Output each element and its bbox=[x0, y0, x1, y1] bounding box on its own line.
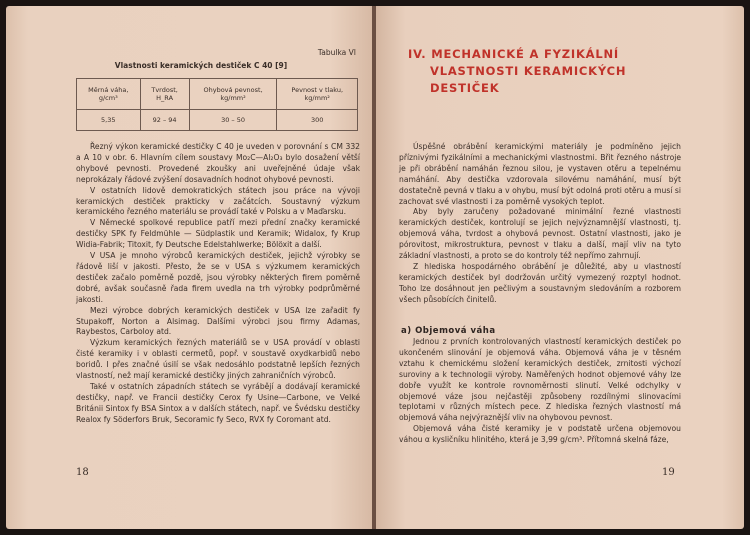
paragraph: Aby byly zaručeny požadované minimální řezné vlastnosti keramických destiček, kontrolují se jejich nejvýznamnější vlastnosti, tj. objemová váha, tvrdost a ohybová pevnost. Ostatní vlastnosti, jako je pórovitost, mikrostruktura, pevnost v tlaku a další, mají vliv na tyto základní vlastnosti, a proto se do kontroly též nepřímo zahrnují. bbox=[399, 207, 681, 261]
table-cell: 300 bbox=[277, 110, 358, 131]
chapter-title bbox=[408, 46, 698, 97]
paragraph: Také v ostatních západních státech se vyrábějí a dodávají keramické destičky, např. ve Francii destičky Cerox fy Usine—Carbone, ve Velké Británii Sintox fy BSA Sintox a v dalších státech, např. ve Švédsku destičky Realox fy Söderfors Bruk, Secoramic fy Seco, RVX fy Coromant atd. bbox=[76, 381, 360, 424]
chapter-title-line: DESTIČEK bbox=[430, 81, 500, 95]
left-body-text bbox=[76, 142, 360, 426]
table-caption: Tabulka VI bbox=[317, 48, 356, 57]
page-number: 19 bbox=[662, 467, 675, 478]
section-heading: a) Objemová váha bbox=[401, 326, 496, 336]
table-header-cell: Tvrdost, H_RA bbox=[140, 79, 189, 110]
right-body-text bbox=[399, 142, 681, 306]
paragraph: Z hlediska hospodárného obrábění je důležité, aby u vlastností keramických destiček byl dodržován určitý vymezený rozptyl hodnot. Toho lze dosáhnout jen pečlivým a soustavným sledováním a rozborem všech působících činitelů. bbox=[399, 261, 681, 304]
paragraph: Úspěšné obrábění keramickými materiály je podmíněno jejich příznivými fyzikálními a mechanickými vlastnostmi. Břit řezného nástroje je při obrábění namáhán řeznou silou, je vystaven otěru a tepelnému namáhání. Aby destička vzdorovala silovému namáhání, musí být dostatečně pevná v tlaku a v ohybu, musí být odolná proti otěru a musí si zachovat své vlastnosti i za poměrně vysokých teplot. bbox=[399, 142, 681, 206]
properties-table bbox=[76, 78, 358, 131]
page-number: 18 bbox=[76, 467, 89, 478]
table-cell: 30 – 50 bbox=[189, 110, 277, 131]
paragraph: Objemová váha čisté keramiky je v podstatě určena objemovou váhou α kysličníku hlinitého, která je 3,99 g/cm³. Přítomná skelná fáze, bbox=[399, 424, 681, 445]
table-cell: 92 – 94 bbox=[140, 110, 189, 131]
table-header-cell: Měrná váha, g/cm³ bbox=[77, 79, 141, 110]
table-title: Vlastnosti keramických destiček C 40 [9] bbox=[114, 61, 288, 70]
paragraph: V ostatních lidově demokratických státech jsou práce na vývoji keramických destiček prakticky v začátcích. Soustavný výzkum keramického řezného materiálu se provádí také v Polsku a v Maďarsku. bbox=[76, 185, 360, 217]
section-body-text bbox=[399, 337, 681, 446]
chapter-title-line: IV. MECHANICKÉ A FYZIKÁLNÍ bbox=[408, 47, 619, 61]
paragraph: Řezný výkon keramické destičky C 40 je uveden v porovnání s CM 332 a A 10 v obr. 6. Hlavním cílem soustavy Mo₂C—Al₂O₃ bylo dosažení větší ohybové pevnosti. Provedené zkoušky ani uveřejněné údaje však neprokázaly řádové zvýšení dosavadních hodnot ohybové pevnosti. bbox=[76, 142, 360, 184]
paragraph: V Německé spolkové republice patří mezi přední značky keramické destičky SPK fy Feldmühle — Südplastik und Keramik; Widalox, fy Krup Widia-Fabrik; Titoxit, fy Deutsche Edelstahlwerke; Bölöxit a další. bbox=[76, 218, 360, 250]
table-row bbox=[77, 110, 358, 131]
paragraph: Výzkum keramických řezných materiálů se v USA provádí v oblasti čisté keramiky i v oblasti cermetů, popř. v soustavě oxydkarbidů nebo boridů. I přes značné úsilí se však nedosáhlo podstatně lepších řezných vlastností, než mají keramické destičky jiných zahraničních výrobců. bbox=[76, 338, 360, 381]
paragraph: Jednou z prvních kontrolovaných vlastností keramických destiček po ukončeném slinování je objemová váha. Objemová váha je v těsném vztahu k chemickému složení keramických destiček, zrnitosti výchozí suroviny a k technologii výroby. Naměřených hodnot objemové váhy lze dobře využít ke kontrole rovnoměrnosti slinutí. Velké odchylky v objemové váze jsou nejčastěji způsobeny rozdílnými slinovacími teplotami v různých místech pece. Z hlediska řezných vlastností má objemová váha nejvýraznější vliv na ohybovou pevnost. bbox=[399, 337, 681, 423]
book-spread bbox=[6, 6, 744, 529]
paragraph: Mezi výrobce dobrých keramických destiček v USA lze zařadit fy Stupakoff, Norton a Alsimag. Dalšími výrobci jsou firmy Adamas, Raybestos, Carboloy atd. bbox=[76, 305, 360, 337]
table-header-cell: Ohybová pevnost, kg/mm² bbox=[189, 79, 277, 110]
right-page bbox=[376, 6, 744, 529]
left-page bbox=[6, 6, 374, 529]
table-cell: 5,35 bbox=[77, 110, 141, 131]
chapter-title-line: VLASTNOSTI KERAMICKÝCH bbox=[430, 64, 627, 78]
table-header-cell: Pevnost v tlaku, kg/mm² bbox=[277, 79, 358, 110]
paragraph: V USA je mnoho výrobců keramických destiček, jejichž výrobky se řádově liší v jakosti. Přesto, že se v USA s výzkumem keramických destiček začalo poměrně pozdě, jsou výrobky některých firem poměrně dobré, avšak současně řada firem uvedla na trh výrobky podprůměrné jakosti. bbox=[76, 251, 360, 304]
